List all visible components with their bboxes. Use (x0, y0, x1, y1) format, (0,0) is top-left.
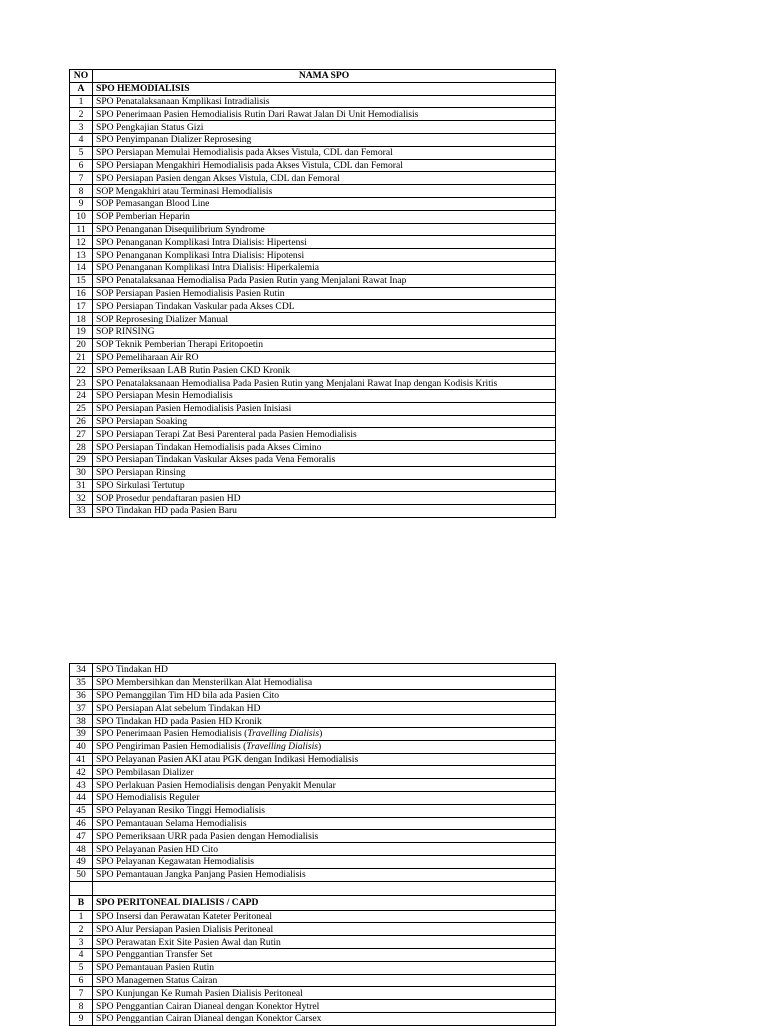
table-row (70, 453, 556, 466)
row-spo-name: SPO Pemantauan Pasien Rutin (93, 961, 556, 974)
row-spo-name: SPO Managemen Status Cairan (93, 974, 556, 987)
header-no: NO (70, 70, 93, 83)
row-number: 43 (70, 779, 93, 792)
table-row (70, 172, 556, 185)
table-row (70, 727, 556, 740)
table-row (70, 146, 556, 159)
table-row (70, 389, 556, 402)
row-spo-name: SPO Persiapan Terapi Zat Besi Parenteral pada Pasien Hemodialisis (93, 428, 556, 441)
row-spo-name: SPO Persiapan Memulai Hemodialisis pada Akses Vistula, CDL dan Femoral (93, 146, 556, 159)
row-spo-name: SPO Penatalaksanaa Hemodialisa Pada Pasien Rutin yang Menjalani Rawat Inap (93, 274, 556, 287)
table-row (70, 338, 556, 351)
table-row (70, 133, 556, 146)
row-number: 30 (70, 466, 93, 479)
table-row (70, 364, 556, 377)
row-spo-name: SPO Penggantian Cairan Dianeal dengan Konektor Hytrel (93, 1000, 556, 1013)
table-row (70, 313, 556, 326)
section-row-b (70, 895, 556, 910)
table-row (70, 664, 556, 677)
row-number: 34 (70, 664, 93, 677)
table-row (70, 261, 556, 274)
row-spo-name: SPO Persiapan Mengakhiri Hemodialisis pada Akses Vistula, CDL dan Femoral (93, 159, 556, 172)
row-number: 6 (70, 974, 93, 987)
table-row (70, 961, 556, 974)
row-number: 8 (70, 1000, 93, 1013)
table-row (70, 159, 556, 172)
row-number: 38 (70, 715, 93, 728)
table-row (70, 974, 556, 987)
row-number: 28 (70, 441, 93, 454)
row-number: 17 (70, 300, 93, 313)
table-row (70, 249, 556, 262)
table-row (70, 715, 556, 728)
row-number: 49 (70, 855, 93, 868)
row-spo-name: SPO Penggantian Transfer Set (93, 948, 556, 961)
section-code: A (70, 82, 93, 95)
row-number: 24 (70, 389, 93, 402)
table-row (70, 676, 556, 689)
row-number: 44 (70, 791, 93, 804)
row-number: 31 (70, 479, 93, 492)
row-spo-name: SPO Persiapan Tindakan Vaskular pada Akses CDL (93, 300, 556, 313)
row-number: 16 (70, 287, 93, 300)
row-spo-name: SPO Pemantauan Jangka Panjang Pasien Hemodialisis (93, 868, 556, 881)
row-spo-name: SPO Tindakan HD (93, 664, 556, 677)
row-number: 32 (70, 492, 93, 505)
table-row (70, 325, 556, 338)
row-spo-name: SPO Pembilasan Dializer (93, 766, 556, 779)
row-number: 39 (70, 727, 93, 740)
row-spo-name: SPO Penanganan Disequilibrium Syndrome (93, 223, 556, 236)
row-spo-name: SPO Penanganan Komplikasi Intra Dialisis: Hipotensi (93, 249, 556, 262)
row-number: 36 (70, 689, 93, 702)
blank-row (70, 881, 556, 895)
row-number: 4 (70, 133, 93, 146)
spo-table-2 (69, 663, 556, 1026)
table-row (70, 492, 556, 505)
table-row (70, 185, 556, 198)
row-number: 21 (70, 351, 93, 364)
row-number: 48 (70, 843, 93, 856)
row-number: 26 (70, 415, 93, 428)
table-row (70, 855, 556, 868)
row-spo-name-text: SPO Pengiriman Pasien Hemodialisis ( (96, 741, 247, 753)
row-spo-name: SOP Pemberian Heparin (93, 210, 556, 223)
row-spo-name: SOP RINSING (93, 325, 556, 338)
row-spo-name-italic: Travelling Dialisis (246, 741, 318, 753)
row-spo-name-after: ) (318, 741, 322, 753)
row-spo-name: SPO Persiapan Rinsing (93, 466, 556, 479)
row-spo-name: SPO Pelayanan Pasien AKI atau PGK dengan Indikasi Hemodialisis (93, 753, 556, 766)
table-row (70, 1000, 556, 1013)
row-spo-name: SPO Penggantian Cairan Dianeal dengan Konektor Carsex (93, 1012, 556, 1025)
section-code: B (70, 895, 93, 910)
table-row (70, 830, 556, 843)
row-spo-name: SPO Persiapan Alat sebelum Tindakan HD (93, 702, 556, 715)
row-spo-name: SOP Mengakhiri atau Terminasi Hemodialisis (93, 185, 556, 198)
table-row (70, 428, 556, 441)
table-row (70, 1012, 556, 1025)
row-spo-name: SPO Persiapan Soaking (93, 415, 556, 428)
row-number: 29 (70, 453, 93, 466)
row-number: 8 (70, 185, 93, 198)
row-spo-name: SPO Penyimpanan Dializer Reprosesing (93, 133, 556, 146)
table-row (70, 791, 556, 804)
row-spo-name: SPO Alur Persiapan Pasien Dialisis Peritoneal (93, 923, 556, 936)
row-number: 3 (70, 121, 93, 134)
row-spo-name: SPO Pelayanan Pasien HD Cito (93, 843, 556, 856)
row-spo-name: SPO Pelayanan Kegawatan Hemodialisis (93, 855, 556, 868)
row-spo-name: SPO Sirkulasi Tertutup (93, 479, 556, 492)
row-spo-name: SPO Pemantauan Selama Hemodialisis (93, 817, 556, 830)
section-title: SPO PERITONEAL DIALISIS / CAPD (93, 895, 556, 910)
row-number: 20 (70, 338, 93, 351)
row-spo-name: SPO Penanganan Komplikasi Intra Dialisis: Hipertensi (93, 236, 556, 249)
row-number: 47 (70, 830, 93, 843)
row-number: 46 (70, 817, 93, 830)
row-number: 5 (70, 961, 93, 974)
row-spo-name: SPO Pengkajian Status Gizi (93, 121, 556, 134)
row-spo-name: SOP Prosedur pendaftaran pasien HD (93, 492, 556, 505)
row-number: 18 (70, 313, 93, 326)
row-spo-name-after: ) (319, 728, 323, 740)
row-number: 13 (70, 249, 93, 262)
table-row (70, 779, 556, 792)
table-row (70, 910, 556, 923)
row-spo-name: SPO Pemeliharaan Air RO (93, 351, 556, 364)
table-row (70, 274, 556, 287)
table-row (70, 197, 556, 210)
table-row (70, 505, 556, 518)
row-spo-name: SPO Pemeriksaan LAB Rutin Pasien CKD Kronik (93, 364, 556, 377)
row-spo-name-text: SPO Penerimaan Pasien Hemodialisis ( (96, 728, 248, 740)
row-number: 33 (70, 505, 93, 518)
table-row (70, 868, 556, 881)
row-spo-name (93, 740, 556, 753)
table-row (70, 753, 556, 766)
row-number: 50 (70, 868, 93, 881)
row-number: 4 (70, 948, 93, 961)
table-row (70, 817, 556, 830)
row-number: 1 (70, 95, 93, 108)
row-spo-name-italic: Travelling Dialisis (247, 728, 320, 740)
table-row (70, 95, 556, 108)
table-row (70, 415, 556, 428)
table-row (70, 466, 556, 479)
row-spo-name: SPO Persiapan Tindakan Vaskular Akses pada Vena Femoralis (93, 453, 556, 466)
table-row (70, 923, 556, 936)
row-spo-name: SPO Kunjungan Ke Rumah Pasien Dialisis Peritoneal (93, 987, 556, 1000)
row-number: 1 (70, 910, 93, 923)
table-row (70, 236, 556, 249)
row-number: 23 (70, 377, 93, 390)
table-row (70, 766, 556, 779)
row-number: 15 (70, 274, 93, 287)
row-spo-name: SOP Teknik Pemberian Therapi Eritopoetin (93, 338, 556, 351)
table-row (70, 300, 556, 313)
table-row (70, 287, 556, 300)
section-title: SPO HEMODIALISIS (93, 82, 556, 95)
section-row-a (70, 82, 556, 95)
row-spo-name: SPO Penerimaan Pasien Hemodialisis Rutin Dari Rawat Jalan Di Unit Hemodialisis (93, 108, 556, 121)
row-number: 7 (70, 172, 93, 185)
row-number: 19 (70, 325, 93, 338)
table-row (70, 441, 556, 454)
table-row (70, 402, 556, 415)
row-spo-name: SPO Persiapan Pasien dengan Akses Vistula, CDL dan Femoral (93, 172, 556, 185)
row-number: 14 (70, 261, 93, 274)
row-spo-name: SOP Pemasangan Blood Line (93, 197, 556, 210)
row-number: 22 (70, 364, 93, 377)
row-spo-name: SPO Persiapan Mesin Hemodialisis (93, 389, 556, 402)
row-spo-name: SOP Reprosesing Dializer Manual (93, 313, 556, 326)
row-spo-name (93, 727, 556, 740)
row-number: 5 (70, 146, 93, 159)
row-number: 10 (70, 210, 93, 223)
row-spo-name: SPO Penatalaksanaan Kmplikasi Intradialisis (93, 95, 556, 108)
row-spo-name: SOP Persiapan Pasien Hemodialisis Pasien Rutin (93, 287, 556, 300)
row-spo-name: SPO Pelayanan Resiko Tinggi Hemodialisis (93, 804, 556, 817)
row-spo-name: SPO Hemodialisis Reguler (93, 791, 556, 804)
row-spo-name: SPO Insersi dan Perawatan Kateter Peritoneal (93, 910, 556, 923)
table-row (70, 351, 556, 364)
row-number: 3 (70, 936, 93, 949)
row-number: 42 (70, 766, 93, 779)
row-spo-name: SPO Perawatan Exit Site Pasien Awal dan Rutin (93, 936, 556, 949)
table-row (70, 987, 556, 1000)
table-row (70, 689, 556, 702)
row-number: 9 (70, 1012, 93, 1025)
row-number: 25 (70, 402, 93, 415)
row-number: 6 (70, 159, 93, 172)
row-number: 35 (70, 676, 93, 689)
table-row (70, 936, 556, 949)
row-number: 45 (70, 804, 93, 817)
row-number: 40 (70, 740, 93, 753)
row-spo-name: SPO Persiapan Pasien Hemodialisis Pasien Inisiasi (93, 402, 556, 415)
row-spo-name: SPO Penatalaksanaan Hemodialisa Pada Pasien Rutin yang Menjalani Rawat Inap dengan Kodisis Kritis (93, 377, 556, 390)
row-number: 12 (70, 236, 93, 249)
row-spo-name: SPO Persiapan Tindakan Hemodialisis pada Akses Cimino (93, 441, 556, 454)
table-row (70, 948, 556, 961)
table-row (70, 804, 556, 817)
table-row (70, 108, 556, 121)
row-number: 41 (70, 753, 93, 766)
table-row (70, 479, 556, 492)
table-header-row (70, 70, 556, 83)
row-number: 2 (70, 923, 93, 936)
row-spo-name: SPO Pemanggilan Tim HD bila ada Pasien Cito (93, 689, 556, 702)
row-spo-name: SPO Tindakan HD pada Pasien Baru (93, 505, 556, 518)
table-row (70, 210, 556, 223)
spo-table-1 (69, 69, 556, 518)
row-number: 9 (70, 197, 93, 210)
row-number: 27 (70, 428, 93, 441)
header-name: NAMA SPO (93, 70, 556, 83)
table-row (70, 843, 556, 856)
row-number: 11 (70, 223, 93, 236)
row-spo-name: SPO Tindakan HD pada Pasien HD Kronik (93, 715, 556, 728)
row-number: 7 (70, 987, 93, 1000)
table-row (70, 121, 556, 134)
table-row (70, 223, 556, 236)
row-number: 37 (70, 702, 93, 715)
row-spo-name: SPO Perlakuan Pasien Hemodialisis dengan Penyakit Menular (93, 779, 556, 792)
row-spo-name: SPO Penanganan Komplikasi Intra Dialisis: Hiperkalemia (93, 261, 556, 274)
table-row (70, 702, 556, 715)
table-row (70, 377, 556, 390)
row-spo-name: SPO Pemeriksaan URR pada Pasien dengan Hemodialisis (93, 830, 556, 843)
table-row (70, 740, 556, 753)
row-spo-name: SPO Membersihkan dan Mensterilkan Alat Hemodialisa (93, 676, 556, 689)
row-number: 2 (70, 108, 93, 121)
